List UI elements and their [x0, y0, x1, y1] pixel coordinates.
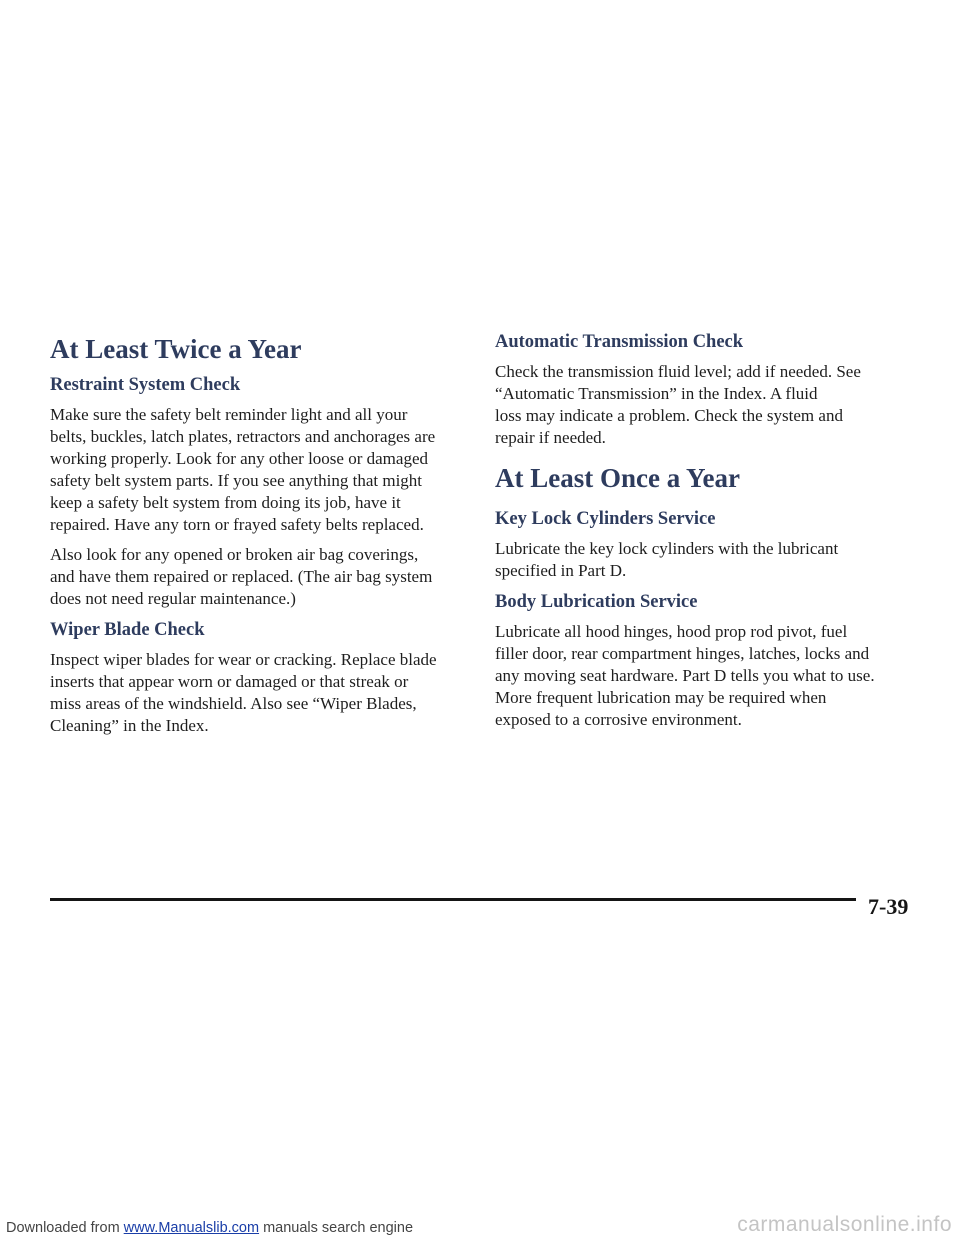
body-lubrication-heading: Body Lubrication Service — [495, 592, 698, 612]
section-title-twice-a-year: At Least Twice a Year — [50, 334, 302, 364]
manualslib-link[interactable]: www.Manualslib.com — [123, 1220, 260, 1236]
transmission-check-heading: Automatic Transmission Check — [495, 332, 744, 352]
key-lock-paragraph: Lubricate the key lock cylinders with the lubricant specified in Part D. — [495, 539, 839, 580]
right-column — [495, 330, 915, 739]
download-banner — [6, 1220, 413, 1236]
wiper-blade-paragraph: Inspect wiper blades for wear or cracking. Replace blade inserts that appear worn or damaged or that streak or miss areas of the windshield. Also see “Wiper Blades, Cleaning” in the Index. — [50, 650, 437, 735]
transmission-check-paragraph: Check the transmission fluid level; add if needed. See “Automatic Transmission” in the Index. A fluid loss may indicate a problem. Check the system and repair if needed. — [495, 362, 861, 447]
banner-suffix: manuals search engine — [259, 1220, 414, 1236]
body-lubrication-paragraph: Lubricate all hood hinges, hood prop rod pivot, fuel filler door, rear compartment hinges, latches, locks and any moving seat hardware. Part D tells you what to use. More frequent lubrication may be required when exposed to a corrosive environment. — [495, 622, 875, 729]
key-lock-heading: Key Lock Cylinders Service — [495, 509, 716, 529]
page-number: 7-39 — [868, 894, 909, 919]
footer-rule — [50, 898, 856, 901]
left-column — [50, 330, 470, 745]
watermark-text: carmanualsonline.info — [737, 1213, 952, 1236]
wiper-blade-heading: Wiper Blade Check — [50, 620, 205, 640]
banner-prefix: Downloaded from — [6, 1220, 124, 1236]
section-title-once-a-year: At Least Once a Year — [495, 463, 740, 493]
restraint-system-heading: Restraint System Check — [50, 375, 241, 395]
restraint-system-paragraph-2: Also look for any opened or broken air bag coverings, and have them repaired or replaced. (The air bag system does not need regular maintenance.) — [50, 545, 433, 608]
restraint-system-paragraph-1: Make sure the safety belt reminder light and all your belts, buckles, latch plates, retractors and anchorages are working properly. Look for any other loose or damaged safety belt system parts. If you see anything that might keep a safety belt system from doing its job, have it repaired. Have any torn or frayed safety belts replaced. — [50, 405, 436, 534]
